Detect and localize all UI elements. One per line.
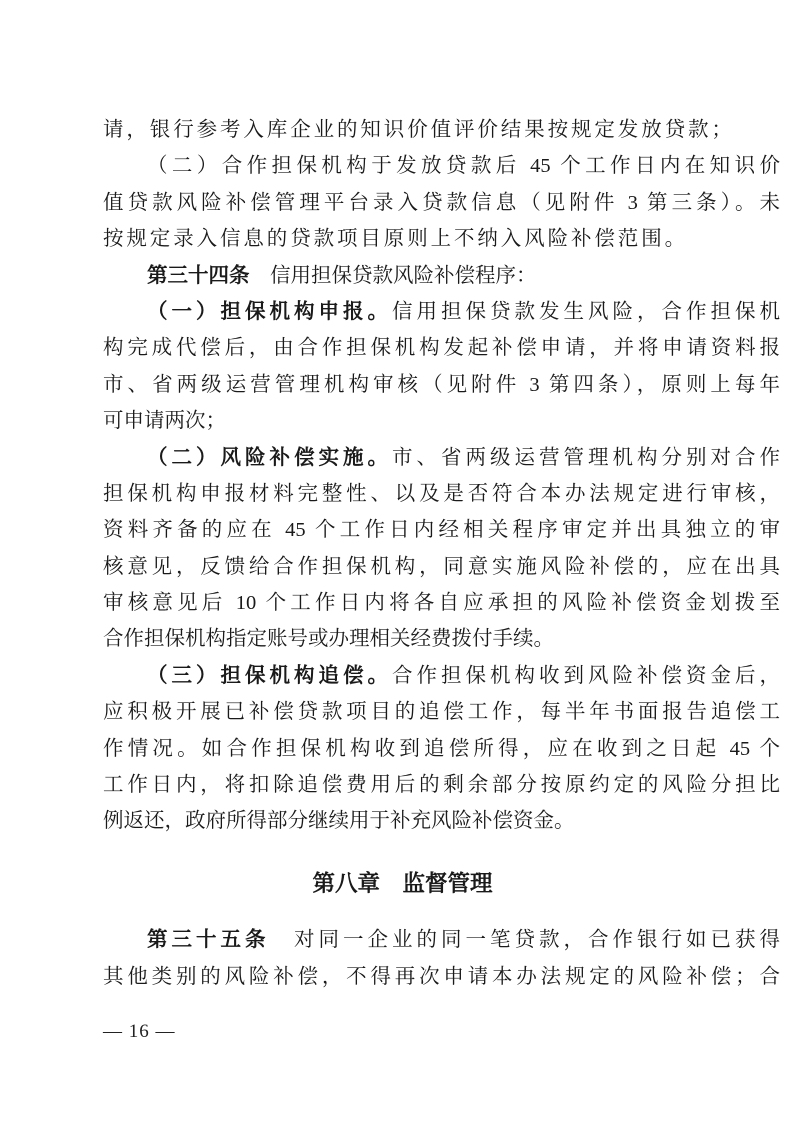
text-run: 资料齐备的应在 45 个工作日内经相关程序审定并出具独立的审 [103,519,780,542]
bold-text-run: 第三十四条 [147,264,250,287]
text-run: 市、省两级运营管理机构分别对合作 [392,446,780,469]
text-line [103,112,780,148]
text-run: 对同一企业的同一笔贷款，合作银行如已获得 [269,929,780,952]
tail-paragraph-lines [103,922,780,995]
text-line [103,694,780,730]
text-line [103,549,780,585]
text-run: 工作日内，将扣除追偿费用后的剩余部分按原约定的风险分担比 [103,774,780,797]
text-line [103,221,780,257]
text-run: 按规定录入信息的贷款项目原则上不纳入风险补偿范围。 [103,228,688,251]
body-paragraph-lines [103,112,780,840]
text-run: 合作担保机构指定账号或办理相关经费拨付手续。 [103,628,554,651]
text-line [103,731,780,767]
bold-text-run: （一）担保机构申报。 [147,300,392,323]
text-run: 值贷款风险补偿管理平台录入贷款信息（见附件 3 第三条）。未 [103,191,780,214]
text-line [103,621,780,657]
text-run: 应积极开展已补偿贷款项目的追偿工作，每半年书面报告追偿工 [103,701,780,724]
text-line [103,367,780,403]
bold-text-run: （二）风险补偿实施。 [147,446,392,469]
text-line [103,148,780,184]
text-line [103,258,780,294]
text-run: 市、省两级运营管理机构审核（见附件 3 第四条），原则上每年 [103,373,780,396]
text-line [103,922,780,958]
text-line [103,658,780,694]
text-run: 作情况。如合作担保机构收到追偿所得，应在收到之日起 45 个 [103,737,780,760]
text-run: 信用担保贷款风险补偿程序： [249,264,537,287]
text-line [103,185,780,221]
text-line [103,294,780,330]
text-line [103,330,780,366]
text-line [103,585,780,621]
text-line [103,512,780,548]
text-run: 审核意见后 10 个工作日内将各自应承担的风险补偿资金划拨至 [103,592,780,615]
text-run: 构完成代偿后，由合作担保机构发起补偿申请，并将申请资料报 [103,337,780,360]
text-run: 请，银行参考入库企业的知识价值评价结果按规定发放贷款； [103,119,735,141]
text-line [103,959,780,995]
chapter-heading [103,866,780,902]
text-line [103,476,780,512]
page-footer [103,1020,176,1044]
text-run: 核意见，反馈给合作担保机构，同意实施风险补偿的，应在出具 [103,555,780,578]
document-body [103,112,780,995]
chapter-heading-text: 第八章 监督管理 [312,870,493,896]
text-run: 例返还，政府所得部分继续用于补充风险补偿资金。 [103,810,575,833]
text-run: 可申请两次； [103,410,226,433]
bold-text-run: （三）担保机构追偿。 [147,664,392,687]
page-number: — 16 — [103,1021,176,1042]
text-line [103,440,780,476]
text-run: （二）合作担保机构于发放贷款后 45 个工作日内在知识价 [147,155,780,178]
text-run: 信用担保贷款发生风险，合作担保机 [392,300,780,323]
text-run: 其他类别的风险补偿，不得再次申请本办法规定的风险补偿；合 [103,965,780,988]
text-line [103,767,780,803]
bold-text-run: 第三十五条 [147,929,270,952]
text-line [103,803,780,839]
text-run: 合作担保机构收到风险补偿资金后， [392,664,780,687]
text-run: 担保机构申报材料完整性、以及是否符合本办法规定进行审核， [103,482,780,505]
text-line [103,403,780,439]
